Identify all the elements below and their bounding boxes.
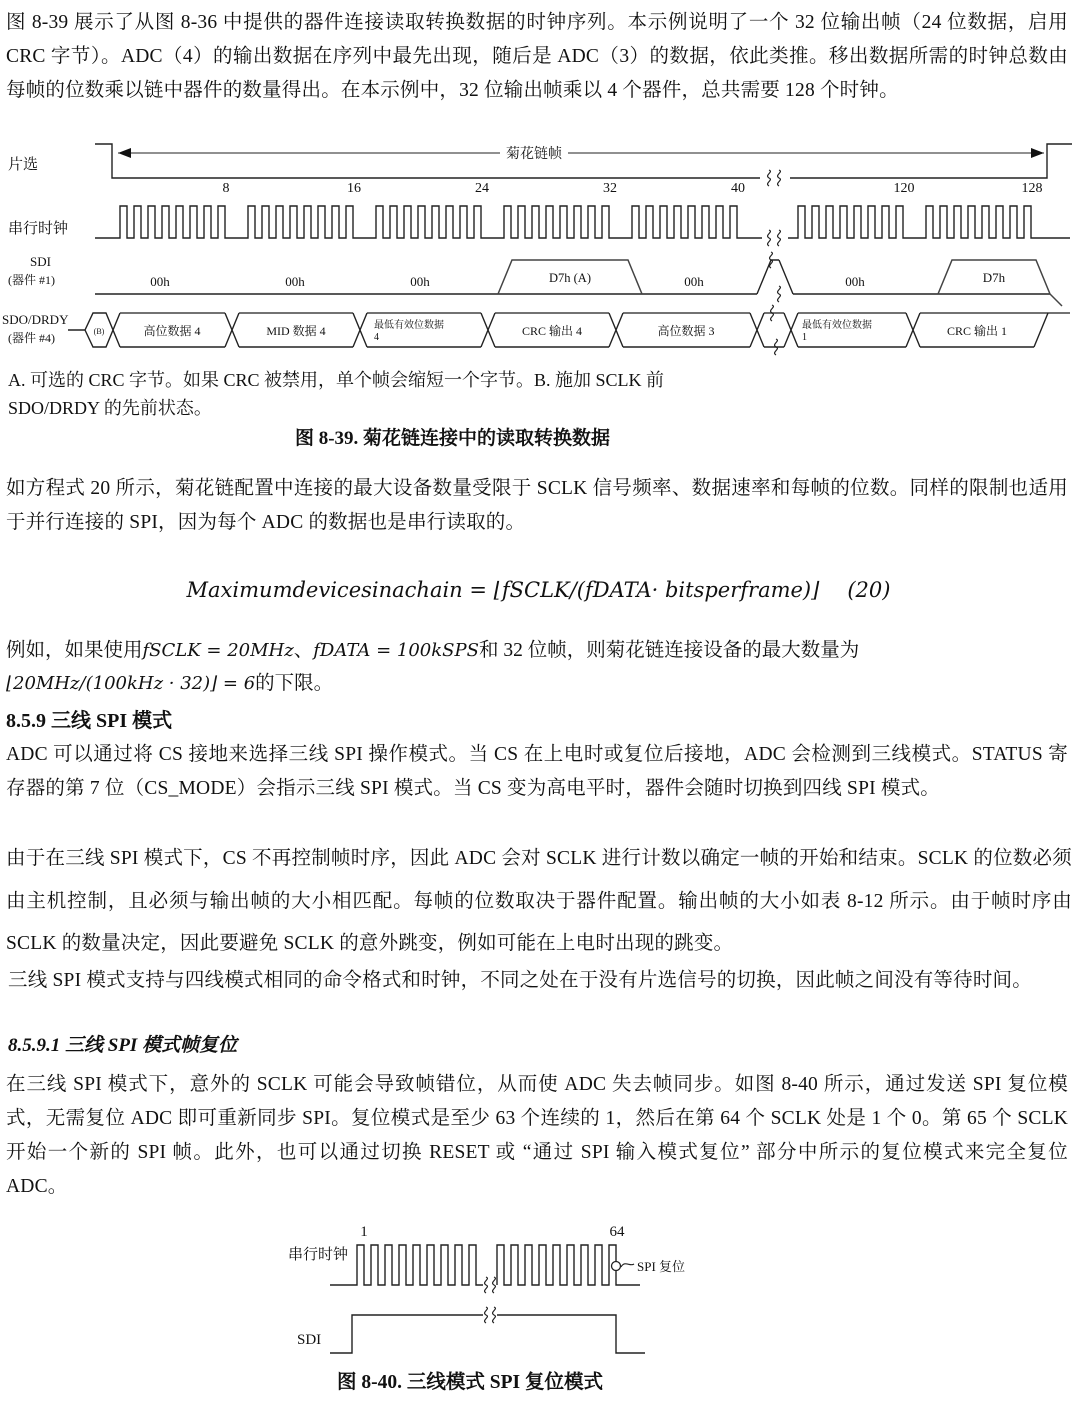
sclk-counting-paragraph: 由于在三线 SPI 模式下，CS 不再控制帧时序，因此 ADC 会对 SCLK 进行计数以确定一帧的开始和结束。SCLK 的位数必须由主机控制，且必须与输出帧的大小相匹配。每帧的位数取决于器件配置。输出帧的大小如表 8-12 所示。由于帧时序由 SCLK 的数量决定，因此要避免 SCLK 的意外跳变，例如可能在上电时出现的跳变。 bbox=[6, 848, 1072, 954]
example-text: 的下限。 bbox=[255, 673, 334, 694]
sdo-signal-label: SDO/DRDY bbox=[2, 312, 69, 327]
break-mark bbox=[485, 1277, 488, 1293]
break-mark bbox=[771, 305, 774, 321]
clock-count-32: 32 bbox=[603, 181, 617, 196]
sdi-device-label: (器件 #1) bbox=[8, 273, 55, 287]
break-mark bbox=[485, 1307, 488, 1323]
frame-arrow-label: 菊花链帧 bbox=[506, 147, 562, 162]
break-mark bbox=[778, 230, 781, 246]
example-paragraph bbox=[6, 634, 1068, 700]
section-heading-859: 8.5.9 三线 SPI 模式 bbox=[6, 710, 173, 732]
example-line-1 bbox=[6, 634, 1068, 667]
break-mark bbox=[493, 1307, 496, 1323]
sclk-waveform bbox=[95, 206, 1070, 238]
intro-paragraph: 图 8-39 展示了从图 8-36 中提供的器件连接读取转换数据的时钟序列。本示例说明了一个 32 位输出帧（24 位数据，启用 CRC 字节）。ADC（4）的输出数据在序列中最先出现，随后是 ADC（3）的数据，依此类推。移出数据所需的时钟总数由每帧的位数乘以链中器件的数量得出。在本示例中，32 位输出帧乘以 4 个器件，总共需要 128 个时钟。 bbox=[6, 12, 1068, 101]
sdo-bus-msb3: 高位数据 3 bbox=[657, 324, 715, 338]
figure-note-b: SDO/DRDY 的先前状态。 bbox=[8, 398, 212, 418]
example-line-2 bbox=[6, 667, 1068, 700]
sdo-bus-lsb4-line2: 4 bbox=[374, 332, 379, 343]
clock-count-128: 128 bbox=[1021, 181, 1043, 196]
sdi-value-3: 00h bbox=[410, 274, 430, 289]
figure-8-39-caption: 图 8-39. 菊花链连接中的读取转换数据 bbox=[294, 428, 611, 449]
reset-callout-squiggle bbox=[621, 1264, 634, 1267]
figure-8-39-timing-diagram bbox=[0, 136, 1077, 372]
equation-body: Maximumdevicesinachain = ⌊fSCLK/(fDATA· bitsperframe)⌋ bbox=[186, 578, 820, 602]
break-mark bbox=[778, 170, 781, 186]
sdi40-waveform bbox=[330, 1315, 645, 1353]
sdi-value-5: 00h bbox=[845, 274, 865, 289]
clock-count-40: 40 bbox=[731, 181, 745, 196]
sdo-bus-msb4: 高位数据 4 bbox=[143, 324, 201, 338]
sclk40-waveform bbox=[330, 1245, 640, 1285]
spi-reset-label: SPI 复位 bbox=[637, 1259, 686, 1274]
example-text: 和 32 位帧，则菊花链连接设备的最大数量为 bbox=[478, 640, 860, 661]
clock-number-1: 1 bbox=[360, 1224, 368, 1240]
sdi-value-d7h-a: D7h (A) bbox=[548, 271, 592, 285]
cs-waveform bbox=[95, 144, 760, 178]
break-mark bbox=[493, 1277, 496, 1293]
cs-waveform-right bbox=[790, 144, 1072, 178]
sclk-signal-label: 串行时钟 bbox=[8, 221, 69, 237]
example-math-floor: ⌊20MHz/(100kHz · 32)⌋ = 6 bbox=[6, 673, 256, 694]
sdo-bus-crc4: CRC 输出 4 bbox=[521, 324, 583, 338]
sdi-value-1: 00h bbox=[150, 274, 170, 289]
example-math-fdata: fDATA = 100kSPS bbox=[313, 640, 479, 661]
figure-note-a: A. 可选的 CRC 字节。如果 CRC 被禁用，单个帧会缩短一个字节。B. 施加 SCLK 前 bbox=[8, 370, 665, 390]
section-heading-8591: 8.5.9.1 三线 SPI 模式帧复位 bbox=[8, 1035, 238, 1056]
sdi-value-4: 00h bbox=[684, 274, 704, 289]
frame-reset-paragraph: 在三线 SPI 模式下，意外的 SCLK 可能会导致帧错位，从而使 ADC 失去帧同步。如图 8-40 所示，通过发送 SPI 复位模式，无需复位 ADC 即可重新同步 SPI。复位模式是至少 63 个连续的 1，然后在第 64 个 SCLK 处是 1 个 0。第 65 个 SCLK 开始一个新的 SPI 帧。此外，也可以通过切换 RESET 或 “通过 SPI 输入模式复位” 部分中所示的复位模式来完全复位 ADC。 bbox=[6, 1074, 1068, 1197]
sdi-signal-label: SDI bbox=[30, 254, 51, 269]
clock-count-24: 24 bbox=[475, 181, 489, 196]
arrowhead-right-icon bbox=[1031, 148, 1044, 158]
equation-20 bbox=[0, 578, 1077, 602]
sdo-device-label: (器件 #4) bbox=[8, 331, 55, 345]
sdo-bus-crc1: CRC 输出 1 bbox=[946, 324, 1008, 338]
clock-count-16: 16 bbox=[347, 181, 361, 196]
clock-count-8: 8 bbox=[222, 181, 230, 196]
sdo-bus-mid4: MID 数据 4 bbox=[266, 324, 326, 338]
arrowhead-left-icon bbox=[118, 148, 131, 158]
sdo-transitions bbox=[225, 313, 1048, 347]
sdi-value-d7h: D7h bbox=[982, 270, 1006, 285]
three-wire-intro-paragraph: ADC 可以通过将 CS 接地来选择三线 SPI 操作模式。当 CS 在上电时或复位后接地，ADC 会检测到三线模式。STATUS 寄存器的第 7 位（CS_MODE）会指示三线 SPI 模式。当 CS 变为高电平时，器件会随时切换到四线 SPI 模式。 bbox=[6, 744, 1068, 799]
break-mark bbox=[778, 286, 781, 302]
sdo-marker-b: (B) bbox=[93, 327, 105, 336]
break-mark bbox=[768, 230, 771, 246]
command-format-paragraph: 三线 SPI 模式支持与四线模式相同的命令格式和时钟，不同之处在于没有片选信号的切换，因此帧之间没有等待时间。 bbox=[8, 970, 1032, 991]
spi-reset-point-marker bbox=[612, 1262, 621, 1271]
break-mark bbox=[775, 339, 778, 355]
figure-8-40-timing-diagram bbox=[0, 1222, 1077, 1362]
clock-count-120: 120 bbox=[893, 181, 915, 196]
example-text: 例如，如果使用 bbox=[6, 640, 143, 661]
clock-number-64: 64 bbox=[609, 1224, 625, 1240]
sdo-bus-lsb1-line2: 1 bbox=[802, 332, 807, 343]
break-mark bbox=[768, 170, 771, 186]
sclk40-signal-label: 串行时钟 bbox=[287, 1247, 348, 1263]
figure-8-40-caption: 图 8-40. 三线模式 SPI 复位模式 bbox=[337, 1372, 603, 1393]
sdo-bus-lsb4-line1: 最低有效位数据 bbox=[374, 320, 444, 331]
sdi-value-2: 00h bbox=[285, 274, 305, 289]
equation-intro-paragraph: 如方程式 20 所示，菊花链配置中连接的最大设备数量受限于 SCLK 信号频率、数据速率和每帧的位数。同样的限制也适用于并行连接的 SPI，因为每个 ADC 的数据也是串行读取的。 bbox=[6, 478, 1068, 533]
sdi-break-bubble bbox=[757, 260, 793, 294]
example-text: 、 bbox=[293, 640, 314, 661]
sdo-bus-lsb1-line1: 最低有效位数据 bbox=[802, 320, 872, 331]
break-mark bbox=[770, 252, 773, 268]
cs-signal-label: 片选 bbox=[8, 157, 39, 173]
equation-number: (20) bbox=[847, 578, 891, 602]
sdi40-signal-label: SDI bbox=[297, 1332, 322, 1348]
example-math-fsclk: fSCLK = 20MHz bbox=[142, 640, 294, 661]
